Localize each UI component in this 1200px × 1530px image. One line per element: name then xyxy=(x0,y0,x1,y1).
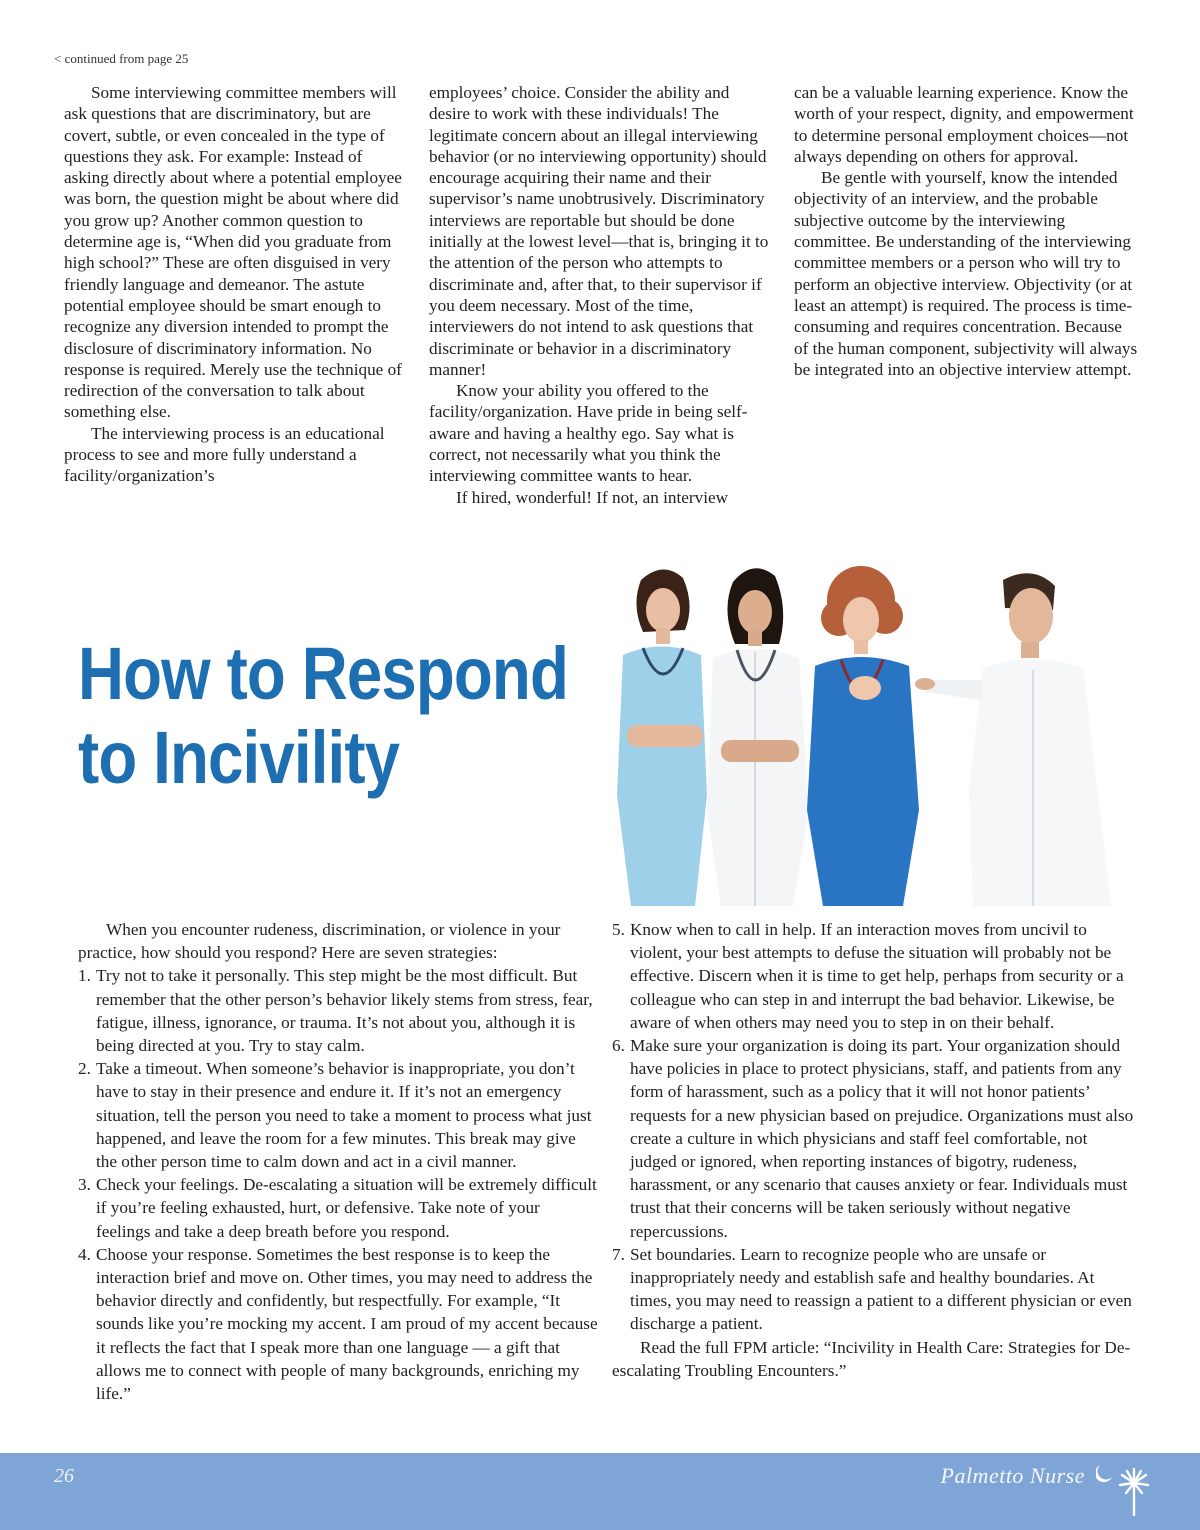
list-text: Try not to take it personally. This step might be the most difficult. But remember that the other person’s behavior likely stems from stress, fear, fatigue, illness, ignorance, or trauma. It’s not about you, although it is being directed at you. Try to stay calm. xyxy=(96,966,593,1056)
list-item xyxy=(78,1173,598,1243)
list-number: 2. xyxy=(78,1059,91,1079)
list-item xyxy=(612,918,1137,1034)
palmetto-crescent-icon xyxy=(1096,1459,1156,1521)
article-column-3 xyxy=(794,82,1139,380)
list-item xyxy=(78,964,598,1057)
magazine-name: Palmetto Nurse xyxy=(940,1463,1085,1488)
continued-from-label: < continued from page 25 xyxy=(54,51,189,66)
nurse-figure-3 xyxy=(807,566,919,906)
list-number: 3. xyxy=(78,1175,91,1195)
list-item xyxy=(612,1034,1137,1243)
incivility-column-left xyxy=(78,918,598,1405)
paragraph: Be gentle with yourself, know the intended objectivity of an interview, and the probable subjective outcome by the interviewing committee. Be understanding of the interviewing committee members or a person who will try to perform an objective interview. Objectivity (or at least an attempt) is required. The process is time-consuming and requires concentration. Because of the human component, subjectivity will always be integrated into an objective interview attempt. xyxy=(794,168,1138,379)
list-text: Make sure your organization is doing its part. Your organization should have policies in place to protect physicians, staff, and patients from any form of harassment, such as a policy that it will not honor patients’ requests for a new physician based on prejudice. Organizations must also create a culture in which physicians and staff feel comfortable, not judged or ignored, when reporting instances of bigotry, rudeness, harassment, or any scenario that causes anxiety or fear. Individuals must trust that their concerns will be taken seriously without negative repercussions. xyxy=(630,1036,1134,1241)
list-number: 4. xyxy=(78,1244,91,1264)
paragraph: Know your ability you offered to the facility/organization. Have pride in being self-aware and having a healthy ego. Say what is correct, not necessarily what you think the interviewing committee wants to hear. xyxy=(429,381,748,486)
paragraph: The interviewing process is an educational process to see and more fully understand a facility/organization’s xyxy=(64,423,385,486)
healthcare-workers-photo xyxy=(603,560,1118,906)
headline-line-2: to Incivility xyxy=(78,716,400,799)
article-column-1 xyxy=(64,82,404,487)
paragraph: employees’ choice. Consider the ability and desire to work with these individuals! The legitimate concern about an illegal interviewing behavior (or no interviewing opportunity) should encourage acquiring their name and their supervisor’s name unobtrusively. Discriminatory interviews are reportable but should be done initially at the lowest level—that is, bringing it to the attention of the person who attempts to discriminate and, after that, to their supervisor if you deem necessary. Most of the time, interviewers do not intend to ask questions that discriminate or behavior in a discriminatory manner! xyxy=(429,83,769,379)
headline-line-1: How to Respond xyxy=(78,632,568,715)
article-column-2 xyxy=(429,82,771,508)
paragraph: Some interviewing committee members will ask questions that are discriminatory, but are covert, subtle, or even concealed in the type of questions they ask. For example: Instead of asking directly about where a potential employee was born, the question might be about where did you grow up? Another common question to determine age is, “When did you graduate from high school?” These are often disguised in very friendly language and demeanor. The astute potential employee should be smart enough to recognize any diversion intended to prompt the disclosure of discriminatory information. No response is required. Merely use the technique of redirection of the conversation to talk about something else. xyxy=(64,83,402,422)
page-number: 26 xyxy=(54,1465,74,1487)
list-text: Know when to call in help. If an interaction moves from uncivil to violent, your best attempts to defuse the situation will probably not be effective. Discern when it is time to get help, perhaps from security or a colleague who can step in and interrupt the bad behavior. Likewise, be aware of when others may need you to step in on their behalf. xyxy=(630,920,1124,1032)
list-item xyxy=(78,1243,598,1405)
article-headline xyxy=(78,632,568,800)
incivility-column-right xyxy=(612,918,1137,1382)
footer-band xyxy=(0,1453,1200,1530)
list-text: Check your feelings. De-escalating a situation will be extremely difficult if you’re feeling exhausted, hurt, or defensive. Take note of your feelings and take a deep breath before you respond. xyxy=(96,1175,597,1241)
list-number: 1. xyxy=(78,966,91,986)
list-text: Choose your response. Sometimes the best response is to keep the interaction brief and move on. Other times, you may need to address the behavior directly and confidently, but respectfully. For example, “It sounds like you’re mocking my accent. I am proud of my accent because it reflects the fact that I speak more than one language — a gift that allows me to connect with people of many backgrounds, enriching my life.” xyxy=(96,1244,598,1404)
list-number: 5. xyxy=(612,920,625,939)
list-item xyxy=(612,1243,1137,1336)
list-item xyxy=(78,1057,598,1173)
list-text: Take a timeout. When someone’s behavior is inappropriate, you don’t have to stay in their presence and endure it. If it’s not an emergency situation, tell the person you need to take a moment to process what just happened, and leave the room for a few minutes. This break may give the other person time to calm down and act in a civil manner. xyxy=(96,1059,592,1172)
list-text: Set boundaries. Learn to recognize people who are unsafe or inappropriately needy and establish safe and healthy boundaries. At times, you may need to reassign a patient to a different physician or even discharge a patient. xyxy=(630,1244,1132,1334)
list-number: 7. xyxy=(612,1244,625,1264)
paragraph: If hired, wonderful! If not, an interview xyxy=(456,487,729,507)
intro-paragraph: When you encounter rudeness, discrimination, or violence in your practice, how should you respond? Here are seven strategies: xyxy=(78,920,561,963)
paragraph: can be a valuable learning experience. Know the worth of your respect, dignity, and empowerment to determine personal employment choices—not always depending on others for approval. xyxy=(794,83,1134,166)
strategy-list xyxy=(78,964,598,1405)
strategy-list-continued xyxy=(612,918,1137,1336)
closing-paragraph: Read the full FPM article: “Incivility in Health Care: Strategies for De-escalating Troubling Encounters.” xyxy=(612,1337,1131,1380)
list-number: 6. xyxy=(612,1036,625,1056)
